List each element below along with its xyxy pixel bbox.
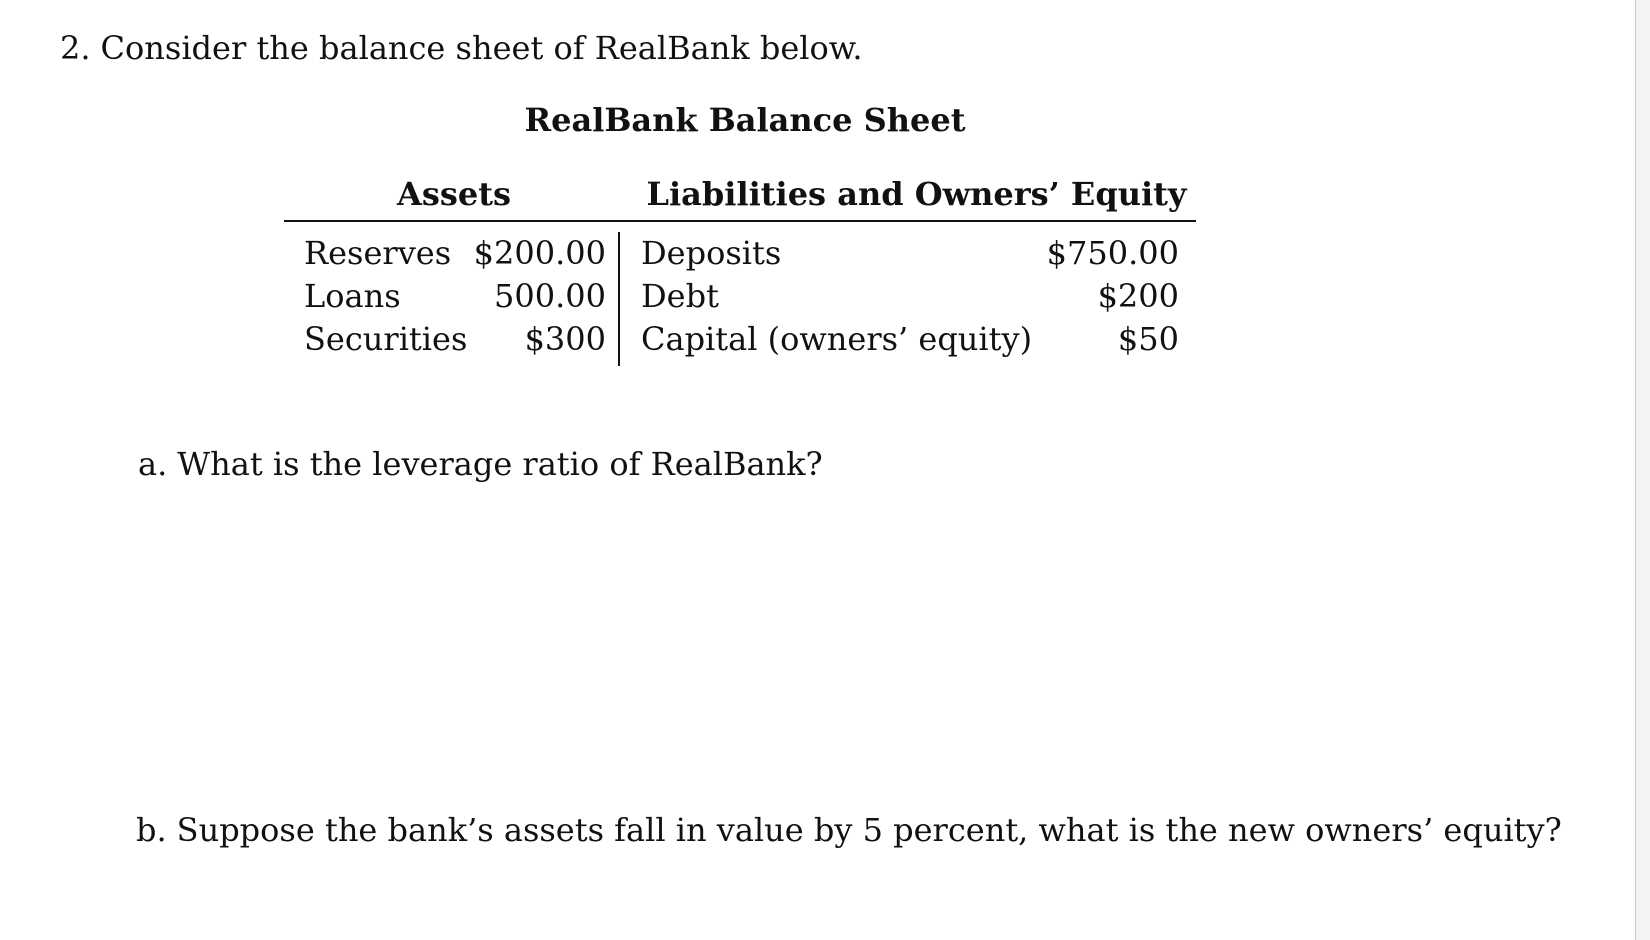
balance-sheet-title: RealBank Balance Sheet (524, 101, 966, 139)
liability-value: $50 (1117, 320, 1179, 358)
part-b-label: b. (136, 811, 167, 849)
liability-label: Deposits (641, 234, 782, 272)
liability-value: $200 (1097, 277, 1179, 315)
question-text: Consider the balance sheet of RealBank below. (100, 29, 863, 67)
vertical-scrollbar[interactable] (1635, 0, 1650, 940)
liability-value: $750.00 (1046, 234, 1179, 272)
liability-label: Capital (owners’ equity) (641, 320, 1033, 358)
balance-sheet-table (284, 172, 1196, 366)
liability-label: Debt (641, 277, 719, 315)
asset-value: $300 (524, 320, 606, 358)
liabilities-header: Liabilities and Owners’ Equity (646, 175, 1187, 213)
question-number: 2. (60, 29, 91, 67)
question-heading (60, 26, 863, 70)
table-row (284, 275, 1196, 318)
part-a-label: a. (138, 445, 168, 483)
part-a-text: What is the leverage ratio of RealBank? (177, 445, 823, 483)
asset-value: $200.00 (473, 234, 606, 272)
asset-label: Securities (304, 320, 468, 358)
balance-sheet-body (284, 232, 1196, 366)
part-a-question (138, 442, 823, 486)
balance-sheet-header-row (284, 172, 1196, 222)
table-row (284, 232, 1196, 275)
assets-header: Assets (396, 175, 511, 213)
part-b-text: Suppose the bank’s assets fall in value by 5 percent, what is the new owners’ equity? (176, 811, 1562, 849)
asset-label: Loans (304, 277, 401, 315)
part-b-question (136, 808, 1562, 852)
asset-label: Reserves (304, 234, 452, 272)
table-row (284, 318, 1196, 361)
asset-value: 500.00 (494, 277, 606, 315)
